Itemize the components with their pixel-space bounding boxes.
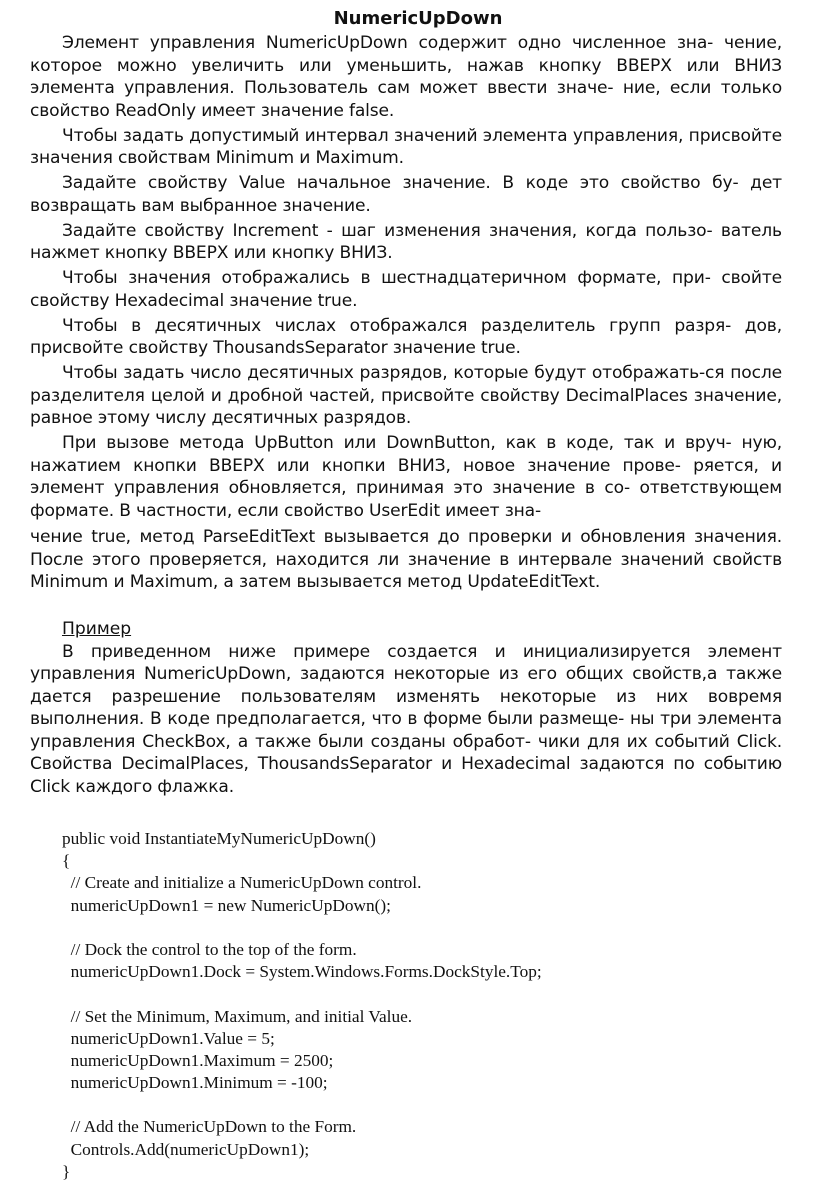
paragraph-intro: Элемент управления NumericUpDown содержит одно численное зна- чение, которое можно увеличить или уменьшить, нажав кнопку ВВЕРХ или ВНИЗ элемента управления. Пользователь сам может ввести значе- ние, если только свойство ReadOnly имеет значение false. [30, 33, 782, 121]
paragraph-increment: Задайте свойству Increment - шаг изменения значения, когда пользо- ватель нажмет кнопку ВВЕРХ или кнопку ВНИЗ. [30, 220, 782, 263]
paragraph-min-max: Чтобы задать допустимый интервал значений элемента управления, присвойте значения свойствам Minimum и Maximum. [30, 125, 782, 168]
code-line [62, 917, 762, 939]
code-block [62, 828, 762, 1183]
code-line: // Dock the control to the top of the form. [62, 939, 357, 959]
code-line: numericUpDown1.Value = 5; [62, 1028, 275, 1048]
paragraph-thousands-separator: Чтобы в десятичных числах отображался разделитель групп разря- дов, присвойте свойству ThousandsSeparator значение true. [30, 315, 782, 358]
paragraph-parse-edit-text: чение true, метод ParseEditText вызывается до проверки и обновления значения. После этого проверяется, находится ли значение в интервале значений свойств Minimum и Maximum, а затем вызывается метод UpdateEditText. [30, 527, 782, 592]
document-page [30, 6, 782, 801]
section-spacer [30, 596, 782, 618]
code-line: // Set the Minimum, Maximum, and initial Value. [62, 1006, 413, 1026]
code-line: // Create and initialize a NumericUpDown control. [62, 873, 422, 893]
paragraph-value: Задайте свойству Value начальное значение. В коде это свойство бу- дет возвращать вам выбранное значение. [30, 173, 782, 216]
code-line: numericUpDown1.Minimum = -100; [62, 1073, 328, 1093]
paragraph-hexadecimal: Чтобы значения отображались в шестнадцатеричном формате, при- свойте свойству Hexadecimal значение true. [30, 268, 782, 311]
code-line: Controls.Add(numericUpDown1); [62, 1139, 310, 1159]
code-line: public void InstantiateMyNumericUpDown() [62, 829, 376, 848]
code-line: } [62, 1161, 71, 1181]
code-line [62, 983, 762, 1005]
paragraph-example: В приведенном ниже примере создается и инициализируется элемент управления NumericUpDown, задаются некоторые из его общих свойств,а также дается разрешение пользователям изменять некоторые из них вовремя выполнения. В коде предполагается, что в форме были размеще- ны три элемента управления CheckBox, а также были созданы обработ- чики для их событий Click. Свойства DecimalPlaces, ThousandsSeparator и Hexadecimal задаются по событию Click каждого флажка. [30, 641, 782, 797]
example-heading: Пример [62, 619, 132, 639]
code-line: numericUpDown1.Dock = System.Windows.Forms.DockStyle.Top; [62, 962, 542, 982]
code-line: numericUpDown1.Maximum = 2500; [62, 1050, 334, 1070]
code-line: // Add the NumericUpDown to the Form. [62, 1117, 357, 1137]
code-line: numericUpDown1 = new NumericUpDown(); [62, 895, 391, 915]
paragraph-up-down-buttons: При вызове метода UpButton или DownButton, как в коде, так и вруч- ную, нажатием кнопки ВВЕРХ или кнопки ВНИЗ, новое значение прове- ряется, и элемент управления обновляется, принимая это значение в со- ответствующем формате. В частности, если свойство UserEdit имеет зна- [30, 433, 782, 521]
document-title: NumericUpDown [333, 8, 503, 29]
code-line [62, 1094, 762, 1116]
paragraph-decimal-places: Чтобы задать число десятичных разрядов, которые будут отображать-ся после разделителя целой и дробной частей, присвойте свойству DecimalPlaces значение, равное этому числу десятичных разрядов. [30, 363, 782, 428]
code-line: { [62, 851, 71, 871]
